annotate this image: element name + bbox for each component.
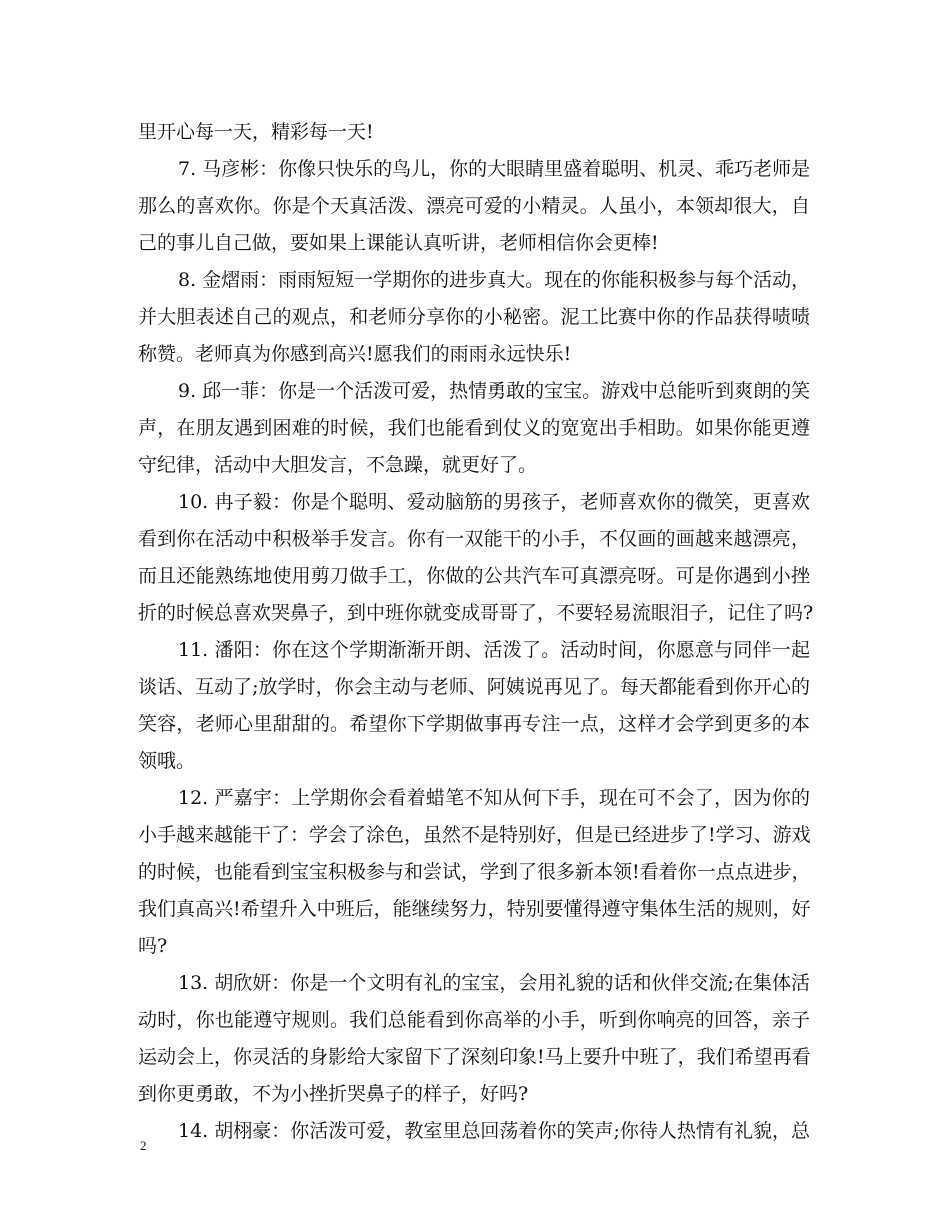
text-line: 11. 潘阳：你在这个学期渐渐开朗、活泼了。活动时间，你愿意与同伴一起: [178, 639, 810, 661]
text-line: 10. 冉子毅：你是个聪明、爱动脑筋的男孩子，老师喜欢你的微笑，更喜欢: [178, 491, 810, 513]
text-line: 14. 胡栩豪：你活泼可爱，教室里总回荡着你的笑声;你待人热情有礼貌，总: [178, 1120, 810, 1142]
text-line: 称赞。老师真为你感到高兴!愿我们的雨雨永远快乐!: [138, 343, 572, 365]
text-line: 12. 严嘉宇：上学期你会看着蜡笔不知从何下手，现在可不会了，因为你的: [178, 787, 810, 809]
document-body: [138, 114, 814, 1150]
text-line: 笑容，老师心里甜甜的。希望你下学期做事再专注一点，这样才会学到更多的本: [138, 713, 810, 735]
text-line: 己的事儿自己做，要如果上课能认真听讲，老师相信你会更棒!: [138, 232, 659, 254]
text-line: 8. 金熠雨：雨雨短短一学期你的进步真大。现在的你能积极参与每个活动，: [178, 269, 811, 291]
text-line: 看到你在活动中积极举手发言。你有一双能干的小手，不仅画的画越来越漂亮，: [138, 528, 810, 550]
text-line: 7. 马彦彬：你像只快乐的鸟儿，你的大眼睛里盛着聪明、机灵、乖巧老师是: [178, 158, 811, 180]
text-line: 小手越来越能干了：学会了涂色，虽然不是特别好，但是已经进步了!学习、游戏: [138, 824, 811, 846]
text-line: 并大胆表述自己的观点，和老师分享你的小秘密。泥工比赛中你的作品获得啧啧: [138, 306, 810, 328]
text-line: 守纪律，活动中大胆发言，不急躁，就更好了。: [138, 454, 538, 476]
text-line: 我们真高兴!希望升入中班后，能继续努力，特别要懂得遵守集体生活的规则，好: [138, 898, 811, 920]
text-line: 吗?: [138, 935, 168, 957]
text-line: 9. 邱一菲：你是一个活泼可爱，热情勇敢的宝宝。游戏中总能听到爽朗的笑: [178, 380, 811, 402]
text-line: 声，在朋友遇到困难的时候，我们也能看到仗义的宽宽出手相助。如果你能更遵: [138, 417, 810, 439]
text-line: 13. 胡欣妍：你是一个文明有礼的宝宝，会用礼貌的话和伙伴交流;在集体活: [178, 972, 810, 994]
text-line: 折的时候总喜欢哭鼻子，到中班你就变成哥哥了，不要轻易流眼泪子，记住了吗?: [138, 602, 814, 624]
text-line: 的时候，也能看到宝宝积极参与和尝试，学到了很多新本领!看着你一点点进步，: [138, 861, 811, 883]
text-line: 谈话、互动了;放学时，你会主动与老师、阿姨说再见了。每天都能看到你开心的: [138, 676, 810, 698]
text-line: 那么的喜欢你。你是个天真活泼、漂亮可爱的小精灵。人虽小，本领却很大，自: [138, 195, 810, 217]
text-line: 到你更勇敢，不为小挫折哭鼻子的样子，好吗?: [138, 1083, 529, 1105]
text-line: 运动会上，你灵活的身影给大家留下了深刻印象!马上要升中班了，我们希望再看: [138, 1046, 811, 1068]
text-line: 而且还能熟练地使用剪刀做手工，你做的公共汽车可真漂亮呀。可是你遇到小挫: [138, 565, 810, 587]
text-line: 动时，你也能遵守规则。我们总能看到你高举的小手，听到你响亮的回答，亲子: [138, 1009, 810, 1031]
page-number: 2: [140, 1138, 147, 1153]
text-line: 领哦。: [138, 750, 196, 772]
text-line: 里开心每一天，精彩每一天!: [138, 121, 374, 143]
